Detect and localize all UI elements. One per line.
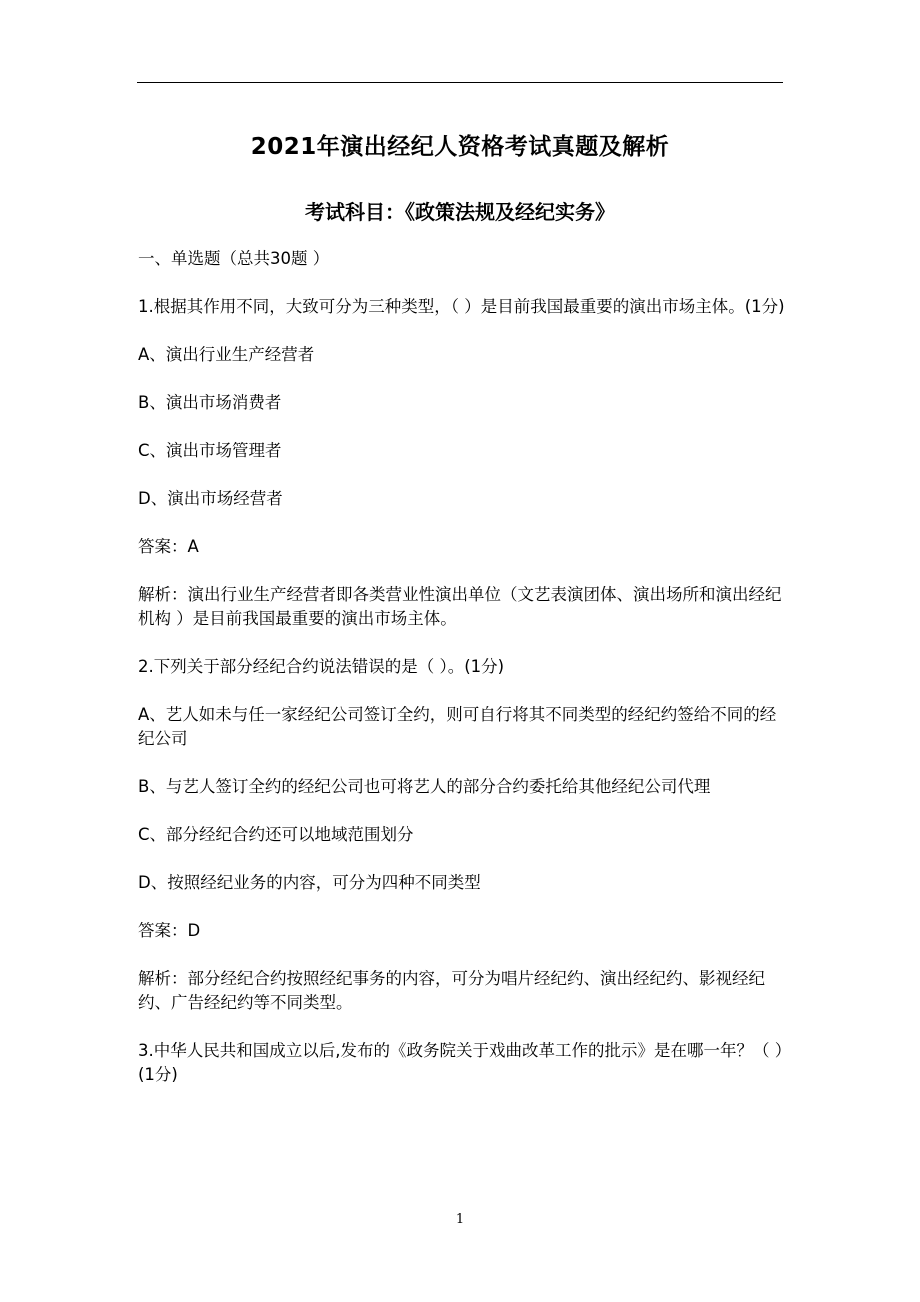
section-heading: 一、单选题（总共30题 ） [138, 249, 330, 268]
question-3-stem: 3.中华人民共和国成立以后,发布的《政务院关于戏曲改革工作的批示》是在哪一年？（ ）(1分) [138, 1041, 783, 1084]
header-rule [137, 82, 783, 83]
question-1-stem: 1.根据其作用不同，大致可分为三种类型，（ ）是目前我国最重要的演出市场主体。(1分) [138, 297, 785, 316]
question-1-option-a: A、演出行业生产经营者 [138, 345, 315, 364]
page-number: 1 [455, 1212, 465, 1227]
question-2-stem: 2.下列关于部分经纪合约说法错误的是（ ）。(1分) [138, 657, 505, 676]
question-1-analysis: 解析：演出行业生产经营者即各类营业性演出单位（文艺表演团体、演出场所和演出经纪机构 ）是目前我国最重要的演出市场主体。 [138, 585, 782, 628]
question-2-option-c: C、部分经纪合约还可以地域范围划分 [138, 825, 414, 844]
question-2-option-d: D、按照经纪业务的内容，可分为四种不同类型 [138, 873, 481, 892]
question-1-option-d: D、演出市场经营者 [138, 489, 283, 508]
question-2-option-b: B、与艺人签订全约的经纪公司也可将艺人的部分合约委托给其他经纪公司代理 [138, 777, 711, 796]
question-1-option-c: C、演出市场管理者 [138, 441, 282, 460]
question-1-option-b: B、演出市场消费者 [138, 393, 282, 412]
question-2-analysis: 解析：部分经纪合约按照经纪事务的内容，可分为唱片经纪约、演出经纪约、影视经纪约、广告经纪约等不同类型。 [138, 969, 765, 1012]
question-2-option-a: A、艺人如未与任一家经纪公司签订全约，则可自行将其不同类型的经纪约签给不同的经纪公司 [138, 705, 777, 748]
document-subtitle: 考试科目：《政策法规及经纪实务》 [305, 200, 615, 224]
question-2-answer: 答案：D [138, 921, 201, 940]
question-1-answer: 答案：A [138, 537, 199, 556]
document-title: 2021年演出经纪人资格考试真题及解析 [250, 134, 670, 160]
document-body [138, 247, 786, 1111]
